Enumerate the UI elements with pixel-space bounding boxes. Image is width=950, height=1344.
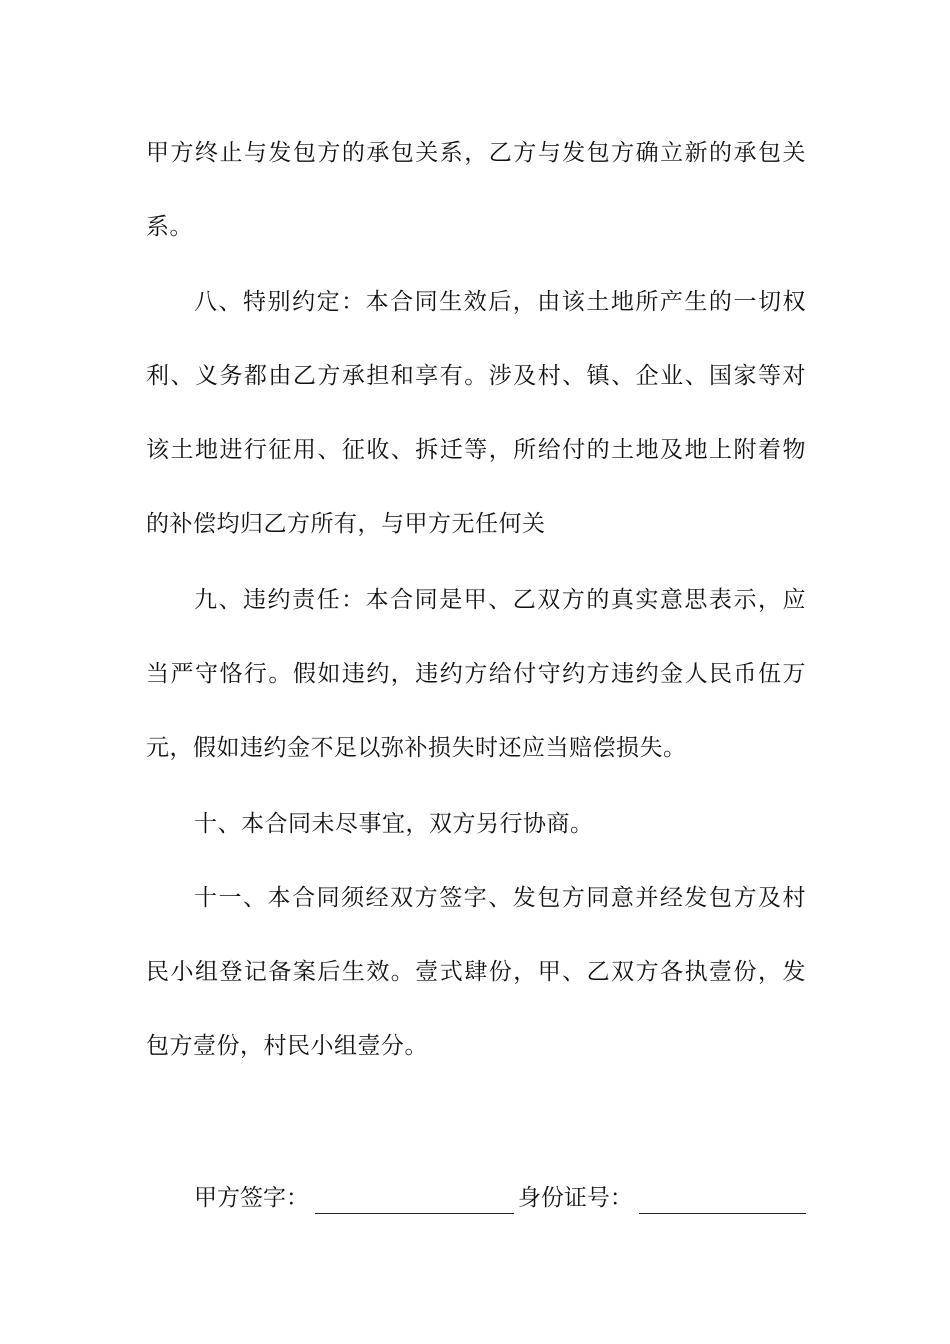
clause-9-line: 九、违约责任：本合同是甲、乙双方的真实意思表示，应 [194, 587, 806, 613]
paragraph-line: 甲方终止与发包方的承包关系，乙方与发包方确立新的承包关 [146, 140, 806, 166]
paragraph-line: 该土地进行征用、征收、拆迁等，所给付的土地及地上附着物 [146, 437, 806, 463]
clause-8-line: 八、特别约定：本合同生效后，由该土地所产生的一切权 [194, 289, 806, 315]
paragraph-line: 的补偿均归乙方所有，与甲方无任何关 [146, 511, 546, 537]
clause-10-line: 十、本合同未尽事宜，双方另行协商。 [194, 811, 594, 837]
id-number-label: 身份证号： [517, 1185, 633, 1211]
paragraph-line: 利、义务都由乙方承担和享有。涉及村、镇、企业、国家等对 [146, 363, 806, 389]
paragraph-line: 当严守恪行。假如违约，违约方给付守约方违约金人民币伍万 [146, 661, 806, 687]
paragraph-line: 系。 [146, 214, 193, 240]
id-number-blank [639, 1189, 806, 1214]
paragraph-line: 民小组登记备案后生效。壹式肆份，甲、乙双方各执壹份，发 [146, 959, 806, 985]
paragraph-line: 元，假如违约金不足以弥补损失时还应当赔偿损失。 [146, 735, 687, 761]
signature-row [194, 1182, 806, 1214]
clause-11-line: 十一、本合同须经双方签字、发包方同意并经发包方及村 [194, 885, 806, 911]
party-a-signature-label: 甲方签字： [194, 1185, 309, 1211]
party-a-signature-blank [315, 1189, 514, 1214]
paragraph-line: 包方壹份，村民小组壹分。 [146, 1033, 428, 1059]
